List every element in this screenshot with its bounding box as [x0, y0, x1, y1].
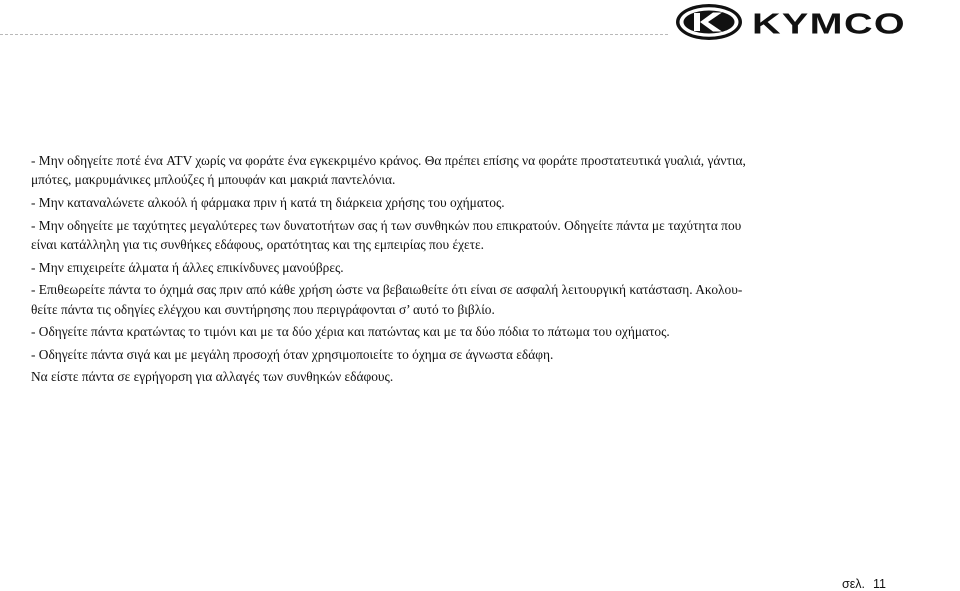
logo-wordmark: KYMCO	[752, 8, 906, 41]
text-line: - Μην καταναλώνετε αλκοόλ ή φάρμακα πριν ή κατά τη διάρκεια χρήσης του οχήματος.	[31, 195, 505, 210]
text-line: - Οδηγείτε πάντα σιγά και με μεγάλη προσοχή όταν χρησιμοποιείτε το όχημα σε άγνωστα εδάφη.	[31, 346, 554, 362]
text-line: Να είστε πάντα σε εγρήγορση για αλλαγές των συνθηκών εδάφους.	[31, 369, 394, 385]
text-line: - Μην οδηγείτε ποτέ ένα ATV χωρίς να φοράτε ένα εγκεκριμένο κράνος. Θα πρέπει επίσης να φοράτε προστατευτικά γυαλιά, γάντια,	[31, 153, 746, 168]
page-footer	[842, 577, 886, 591]
text-line: μπότες, μακρυμάνικες μπλούζες ή μπουφάν και μακριά παντελόνια.	[31, 172, 396, 188]
text-line: - Επιθεωρείτε πάντα το όχημά σας πριν από κάθε χρήση ώστε να βεβαιωθείτε ότι είναι σε ασφαλή λειτουργική κατάσταση. Ακολου-	[31, 282, 743, 298]
header-dashed-rule	[0, 34, 668, 35]
text-line: θείτε πάντα τις οδηγίες ελέγχου και συντήρησης που περιγράφονται σ’ αυτό το βιβλίο.	[31, 301, 495, 317]
page-label: σελ.	[842, 577, 866, 591]
kymco-logo	[672, 2, 908, 42]
text-line: - Οδηγείτε πάντα κρατώντας το τιμόνι και με τα δύο χέρια και πατώντας και με τα δύο πόδια το πάτωμα του οχήματος.	[31, 324, 670, 340]
text-line: - Μην οδηγείτε με ταχύτητες μεγαλύτερες των δυνατοτήτων σας ή των συνθηκών που επικρατούν. Οδηγείτε πάντα με ταχύτητα που	[31, 217, 742, 233]
text-line: - Μην επιχειρείτε άλματα ή άλλες επικίνδυνες μανούβρες.	[31, 259, 344, 275]
page-number: 11	[873, 577, 886, 591]
safety-instructions	[31, 151, 911, 387]
text-line: είναι κατάλληλη για τις συνθήκες εδάφους, ορατότητας και της εμπειρίας που έχετε.	[31, 237, 484, 252]
